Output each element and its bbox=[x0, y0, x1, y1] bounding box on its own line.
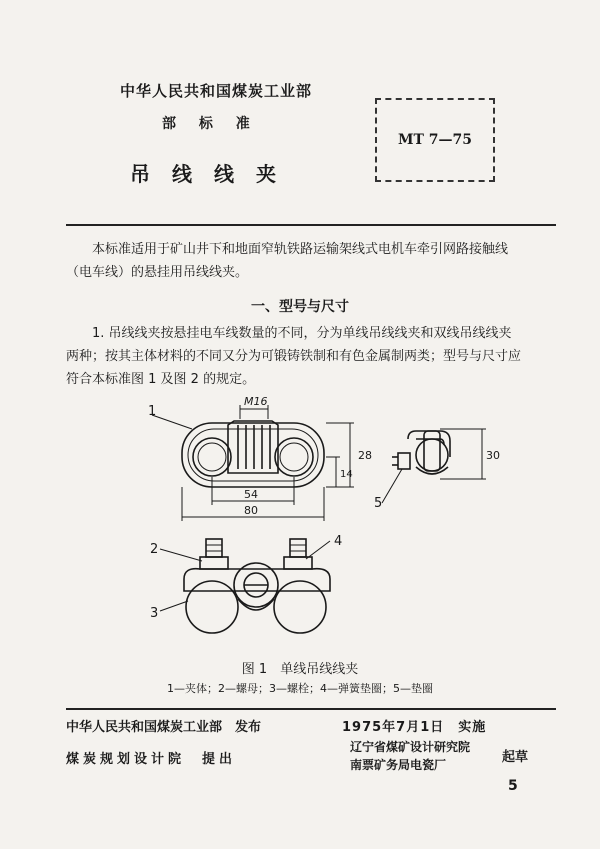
figure-legend: 1—夹体；2—螺母；3—螺栓；4—弹簧垫圈；5—垫圈 bbox=[167, 682, 433, 695]
section-heading: 一、型号与尺寸 bbox=[251, 299, 349, 315]
clamp-front-view bbox=[184, 539, 330, 633]
standard-code-box bbox=[375, 98, 495, 182]
dim-80: 80 bbox=[244, 504, 258, 517]
figure-1-drawing bbox=[140, 395, 500, 655]
clamp-side-view bbox=[392, 431, 450, 474]
section-line-2: 两种；按其主体材料的不同又分为可锻铸铁制和有色金属制两类；型号与尺寸应 bbox=[66, 349, 522, 364]
standard-label: 部 标 准 bbox=[162, 116, 250, 132]
top-rule bbox=[66, 224, 556, 226]
issuer-line: 中华人民共和国煤炭工业部 发布 bbox=[66, 720, 262, 735]
section-paragraph bbox=[66, 322, 556, 391]
section-line-1: 1. 吊线线夹按悬挂电车线数量的不同，分为单线吊线线夹和双线吊线线夹 bbox=[92, 326, 512, 341]
intro-paragraph bbox=[66, 238, 556, 284]
ministry-name: 中华人民共和国煤炭工业部 bbox=[120, 82, 313, 100]
document-title: 吊线线夹 bbox=[130, 162, 298, 186]
draft-label: 起草 bbox=[502, 750, 529, 765]
standard-code: MT 7—75 bbox=[397, 132, 472, 148]
intro-line-1: 本标准适用于矿山井下和地面窄轨铁路运输架线式电机车牵引网路接触线 bbox=[92, 242, 509, 257]
callout-4: 4 bbox=[334, 534, 343, 549]
figure-caption: 图 1 单线吊线线夹 bbox=[241, 662, 359, 677]
callout-5: 5 bbox=[374, 496, 383, 511]
dim-54: 54 bbox=[244, 488, 258, 501]
drafter-1: 辽宁省煤矿设计研究院 bbox=[350, 740, 471, 754]
callout-3: 3 bbox=[150, 606, 159, 621]
dim-30: 30 bbox=[486, 449, 500, 462]
effective-date: 1975年7月1日 实施 bbox=[342, 720, 487, 735]
dim-m16: M16 bbox=[244, 395, 268, 408]
drafter-2: 南票矿务局电瓷厂 bbox=[350, 758, 447, 772]
dim-14: 14 bbox=[340, 469, 353, 480]
dim-28: 28 bbox=[358, 449, 372, 462]
bottom-rule bbox=[66, 708, 556, 710]
proposer-line: 煤炭规划设计院 提出 bbox=[66, 752, 237, 767]
clamp-top-view bbox=[182, 421, 324, 487]
callout-2: 2 bbox=[150, 542, 159, 557]
section-line-3: 符合本标准图 1 及图 2 的规定。 bbox=[66, 372, 256, 387]
intro-line-2: （电车线）的悬挂用吊线线夹。 bbox=[66, 265, 249, 280]
page-number: 5 bbox=[508, 778, 518, 794]
callout-1: 1 bbox=[148, 404, 157, 419]
